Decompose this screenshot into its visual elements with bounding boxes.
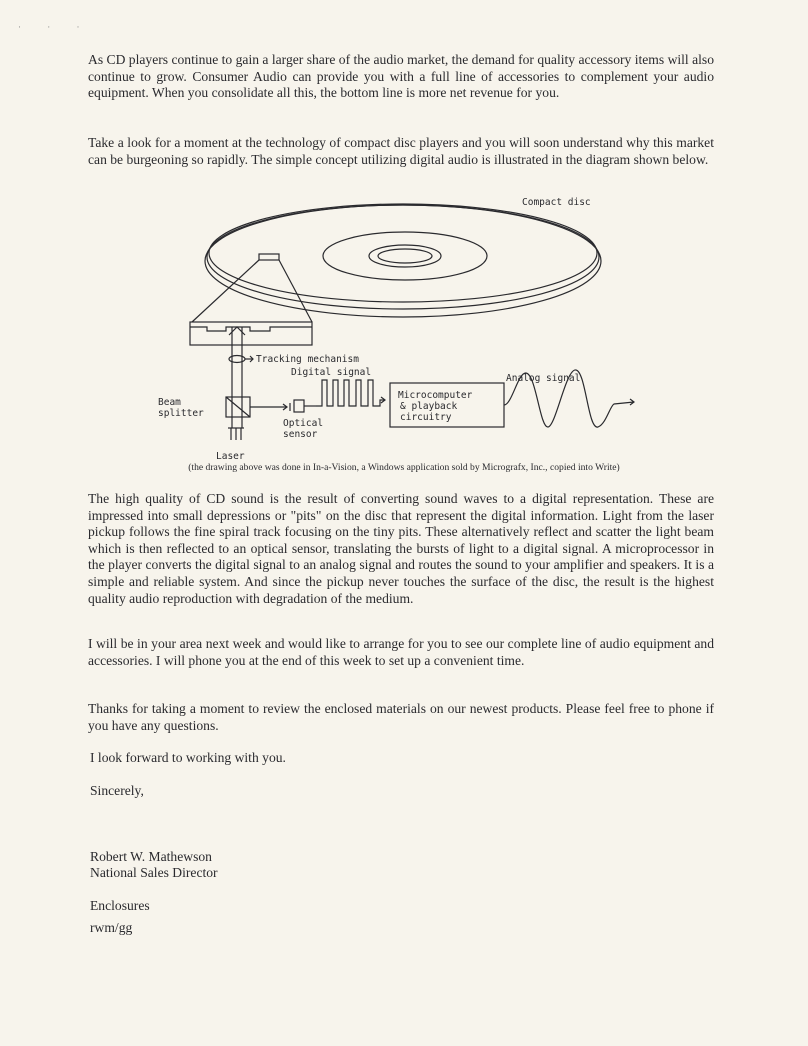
cd-player-diagram [0,190,808,462]
digital-signal [316,380,385,406]
optical-sensor [294,400,304,412]
label-laser: Laser [216,451,245,462]
pit-marker [259,254,279,260]
disc-hub [369,245,441,267]
paragraph-cd-sound: The high quality of CD sound is the result of converting sound waves to a digital representation. These are impressed into small depressions or "pits" on the disc that represent the digital information. Light from the laser pickup follows the fine spiral track focusing on the tiny pits. These alternatively reflect and scatter the light beam which is then reflected to an optical sensor, translating the bursts of light to a digital signal. A microprocessor in the player converts the digital signal to an analog signal and routes the sound to your amplifier and speakers. It is a simple and reliable system. And since the pickup never touches the surface of the disc, the result is the highest quality audio reproduction with degradation of the medium. [88,491,714,606]
paragraph-visit: I will be in your area next week and would like to arrange for you to see our complete line of audio equipment and accessories. I will phone you at the end of this week to set up a convenient time. [88,636,714,668]
paragraph-technology: Take a look for a moment at the technology of compact disc players and you will soon understand why this market can be burgeoning so rapidly. The simple concept utilizing digital audio is illustrated in the diagram shown below. [88,135,714,167]
enclosures: Enclosures [90,898,150,913]
salutation: Sincerely, [90,783,144,798]
label-optical: Optical [283,418,324,429]
typist-initials: rwm/gg [90,920,133,935]
label-microcomputer: Microcomputer [398,390,473,401]
disc-label-area [323,232,487,280]
label-compact-disc: Compact disc [522,197,591,208]
signer-name: Robert W. Mathewson [90,849,212,864]
paragraph-intro: As CD players continue to gain a larger share of the audio market, the demand for quality accessory items will also continue to grow. Consumer Audio can provide you with a full line of accessories to complement your audio equipment. When you consolidate all this, the bottom line is more net revenue for you. [88,52,715,101]
scan-specks: · · · [18,22,92,32]
label-circuitry: circuitry [400,412,452,423]
label-tracking-mechanism: Tracking mechanism [256,354,359,365]
disc-hole [378,249,432,263]
paragraph-look-forward: I look forward to working with you. [90,750,286,765]
label-analog-signal: Analog signal [506,373,581,384]
label-playback: & playback [400,401,458,412]
label-sensor: sensor [283,429,318,440]
diagram-caption: (the drawing above was done in In-a-Vision, a Windows application sold by Micrografx, Inc., copied into Write) [188,462,620,473]
disc-outer [205,205,601,317]
magnified-section [190,322,312,345]
signer-title: National Sales Director [90,865,218,880]
label-beam: Beam [158,397,181,408]
label-digital-signal: Digital signal [291,367,372,378]
disc-rim [209,204,597,302]
paragraph-thanks: Thanks for taking a moment to review the enclosed materials on our newest products. Please feel free to phone if you have any questions. [88,701,714,733]
label-splitter: splitter [158,408,204,419]
